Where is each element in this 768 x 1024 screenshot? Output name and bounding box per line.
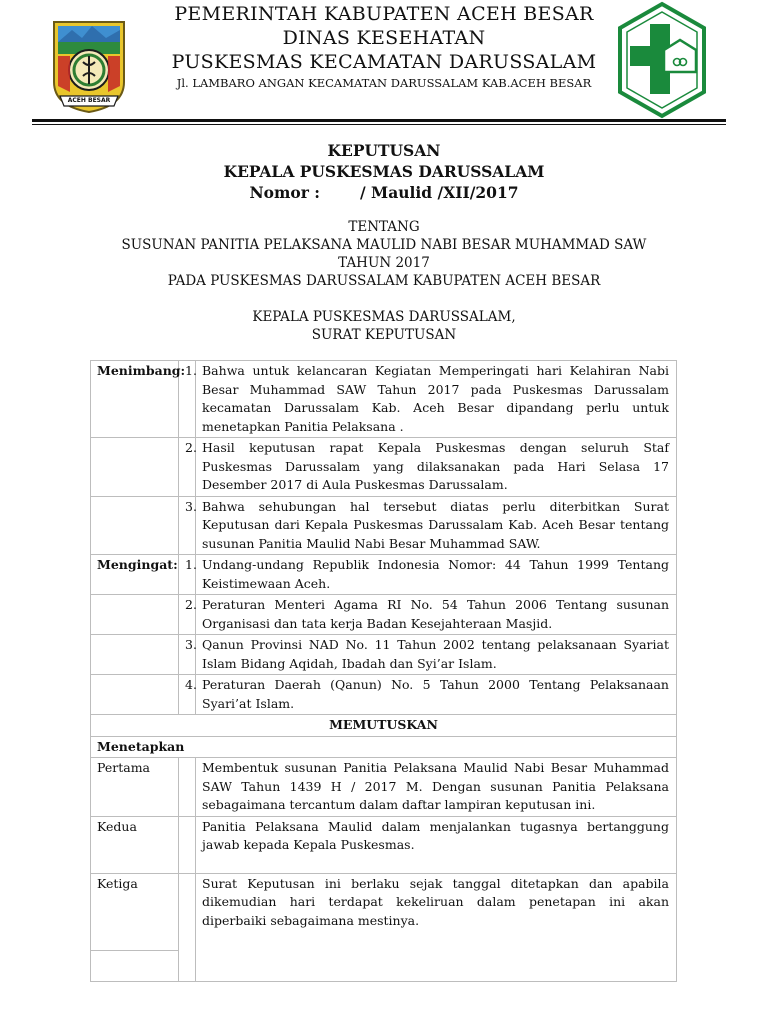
mengingat-label: Mengingat: [91,555,179,595]
decree-table [90,360,677,982]
table-row [91,736,677,758]
decision-label: Kedua [91,816,179,873]
department-name: DINAS KESEHATAN [282,27,486,49]
table-row [91,715,677,737]
puskesmas-cross-icon [614,0,710,120]
institution-address: Jl. LAMBARO ANGAN KECAMATAN DARUSSALAM KAB.ACEH BESAR [176,76,592,90]
memutuskan-heading: MEMUTUSKAN [91,715,677,737]
decree-number [0,182,768,203]
table-row [91,758,677,817]
nomor-value: / Maulid /XII/2017 [360,183,519,202]
item-number: 2. [179,438,196,497]
nomor-label: Nomor : [249,183,320,202]
subject-line-2: TAHUN 2017 [338,255,430,271]
table-row [91,496,677,555]
item-text: Qanun Provinsi NAD No. 11 Tahun 2002 tentang pelaksanaan Syariat Islam Bidang Aqidah, Ibadah dan Syi’ar Islam. [196,635,677,675]
item-text: Peraturan Daerah (Qanun) No. 5 Tahun 2000 Tentang Pelaksanaan Syari’at Islam. [196,675,677,715]
item-number: 1. [179,361,196,438]
subject-line-3: PADA PUSKESMAS DARUSSALAM KABUPATEN ACEH BESAR [167,273,601,289]
item-number: 3. [179,496,196,555]
subject-tentang: TENTANG [348,219,420,235]
item-number: 4. [179,675,196,715]
menetapkan-label: Menetapkan [91,736,677,758]
item-text: Bahwa untuk kelancaran Kegiatan Memperingati hari Kelahiran Nabi Besar Muhammad SAW Tahun 2017 pada Puskesmas Darussalam kecamatan Darussalam Kab. Aceh Besar dipandang perlu untuk menetapkan Panitia Pelaksana . [196,361,677,438]
item-text: Bahwa sehubungan hal tersebut diatas perlu diterbitkan Surat Keputusan dari Kepala Puskesmas Darussalam Kab. Aceh Besar tentang susunan Panitia Maulid Nabi Besar Muhammad SAW. [196,496,677,555]
decree-issuer: KEPALA PUSKESMAS DARUSSALAM [223,162,545,181]
letterhead-rule-thin [32,124,726,125]
institution-name: PUSKESMAS KECAMATAN DARUSSALAM [171,51,597,73]
decision-text: Panitia Pelaksana Maulid dalam menjalankan tugasnya bertanggung jawab kepada Kepala Puskesmas. [196,816,677,873]
letterhead [0,0,768,130]
item-number: 2. [179,595,196,635]
subject-line-1: SUSUNAN PANITIA PELAKSANA MAULID NABI BESAR MUHAMMAD SAW [121,237,647,253]
decree-subject [0,218,768,290]
letterhead-rule-thick [32,119,726,122]
table-row [91,635,677,675]
table-row [91,595,677,635]
preamble-line-1: KEPALA PUSKESMAS DARUSSALAM, [252,309,516,325]
decision-text: Membentuk susunan Panitia Pelaksana Maulid Nabi Besar Muhammad SAW Tahun 1439 H / 2017 M. Dengan susunan Panitia Pelaksana sebagaimana tercantum dalam daftar lampiran keputusan ini. [196,758,677,817]
item-number: 1. [179,555,196,595]
table-row [91,555,677,595]
menimbang-label: Menimbang: [91,361,179,438]
letterhead-text [150,2,618,91]
table-row [91,675,677,715]
item-text: Undang-undang Republik Indonesia Nomor: 44 Tahun 1999 Tentang Keistimewaan Aceh. [196,555,677,595]
decision-label: Ketiga [91,873,179,950]
item-text: Peraturan Menteri Agama RI No. 54 Tahun 2006 Tentang susunan Organisasi dan tata kerja Badan Kesejahteraan Masjid. [196,595,677,635]
table-row [91,816,677,873]
table-row [91,438,677,497]
decision-text: Surat Keputusan ini berlaku sejak tanggal ditetapkan dan apabila dikemudian hari terdapat kekeliruan dalam penetapan ini akan diperbaiki sebagaimana mestinya. [196,873,677,981]
table-row [91,361,677,438]
decision-label: Pertama [91,758,179,817]
table-row [91,873,677,950]
government-name: PEMERINTAH KABUPATEN ACEH BESAR [174,3,594,25]
crest-banner-text: ACEH BESAR [67,97,111,104]
item-number: 3. [179,635,196,675]
decree-heading: KEPUTUSAN [327,141,441,160]
decree-preamble [0,308,768,344]
item-text: Hasil keputusan rapat Kepala Puskesmas dengan seluruh Staf Puskesmas Darussalam yang dilaksanakan pada Hari Selasa 17 Desember 2017 di Aula Puskesmas Darussalam. [196,438,677,497]
decree-title [0,140,768,203]
preamble-line-2: SURAT KEPUTUSAN [311,327,457,343]
